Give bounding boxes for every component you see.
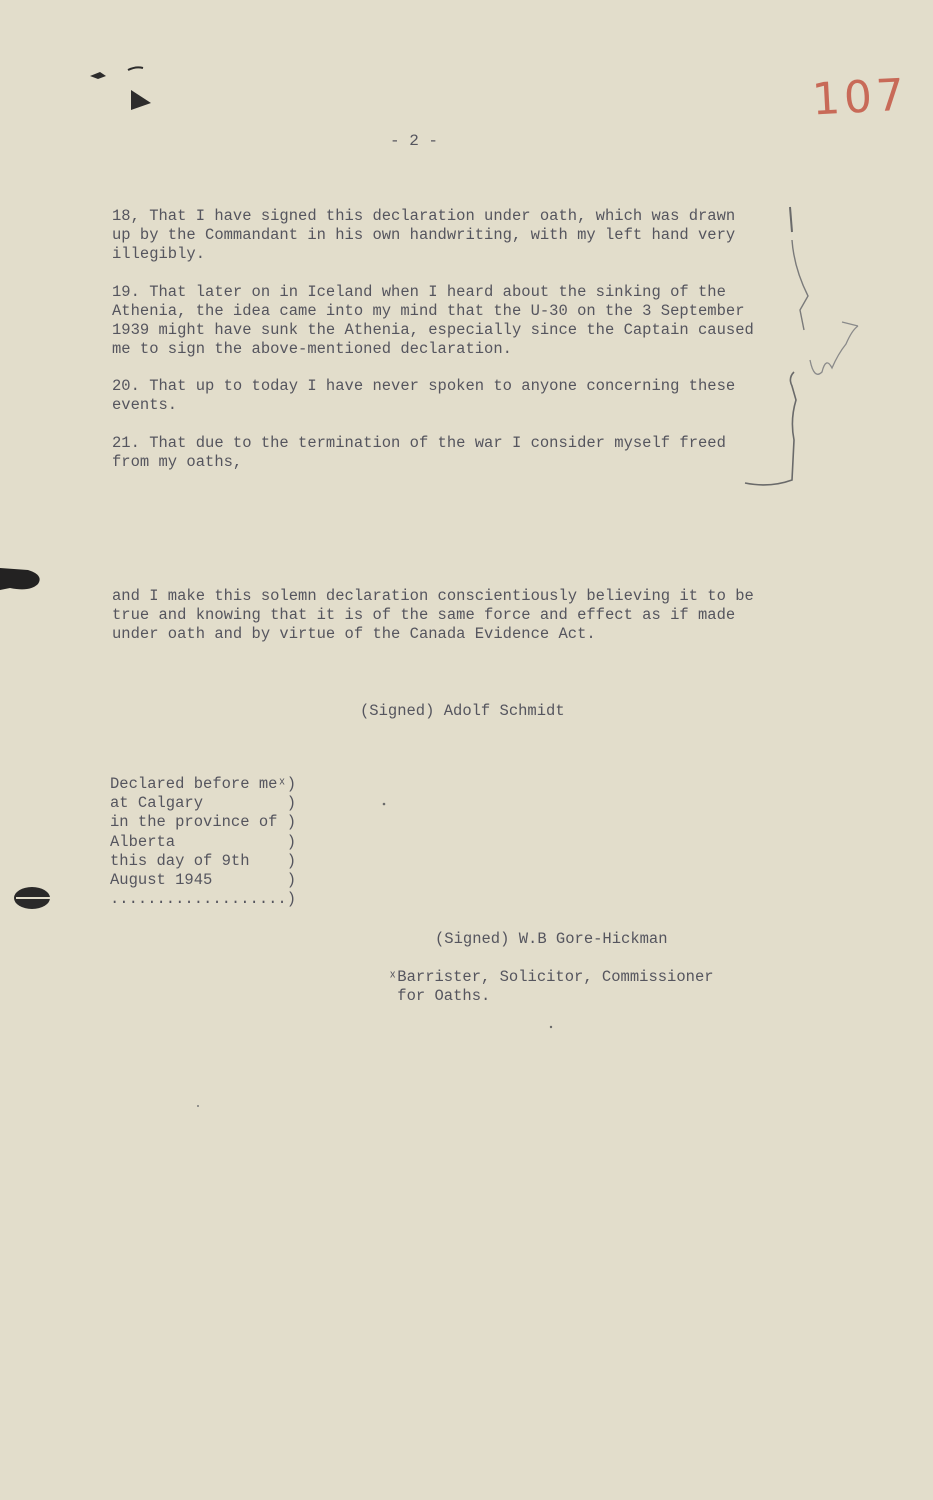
margin-bracket: [790, 207, 792, 232]
ink-smudge: [90, 72, 106, 79]
stray-dot: [383, 803, 386, 806]
text-line: me to sign the above-mentioned declaration.: [112, 340, 512, 358]
text-line: 21. That due to the termination of the war I consider myself freed: [112, 434, 726, 452]
folio-number: 107: [810, 69, 910, 126]
margin-bracket: [792, 240, 808, 330]
text-line: up by the Commandant in his own handwriting, with my left hand very: [112, 226, 736, 244]
signature-adolf-schmidt: (Signed) Adolf Schmidt: [360, 702, 565, 720]
text-line: ...................): [110, 890, 297, 909]
signature-gore-hickman: (Signed) W.B Gore-Hickman: [435, 930, 668, 948]
text-line: under oath and by virtue of the Canada Evidence Act.: [112, 625, 596, 643]
text-line: in the province of ): [110, 813, 297, 832]
ink-smudge: [128, 67, 143, 70]
stray-dot: [550, 1026, 552, 1028]
pencil-initials: [810, 322, 858, 374]
margin-bracket: [745, 372, 796, 485]
text-line: this day of 9th ): [110, 851, 297, 870]
text-line: 18, That I have signed this declaration under oath, which was drawn: [112, 207, 736, 225]
page-number: - 2 -: [390, 132, 439, 150]
text-line: Athenia, the idea came into my mind that the U-30 on the 3 September: [112, 302, 745, 320]
text-line: true and knowing that it is of the same force and effect as if made: [112, 606, 736, 624]
text-line: 20. That up to today I have never spoken to anyone concerning these: [112, 377, 736, 395]
text-line: illegibly.: [112, 245, 206, 263]
stray-dot: [197, 1105, 199, 1107]
ink-smudge: [131, 90, 151, 110]
text-line: and I make this solemn declaration conscientiously believing it to be: [112, 587, 754, 605]
text-line: August 1945 ): [110, 871, 297, 890]
text-line: ˣBarrister, Solicitor, Commissioner: [388, 968, 714, 986]
text-line: at Calgary ): [110, 794, 297, 813]
text-line: Alberta ): [110, 832, 297, 851]
hole-punch: [0, 568, 40, 590]
text-line: for Oaths.: [388, 987, 491, 1005]
text-line: 19. That later on in Iceland when I heard about the sinking of the: [112, 283, 726, 301]
text-line: from my oaths,: [112, 453, 243, 471]
text-line: events.: [112, 396, 178, 414]
text-line: 1939 might have sunk the Athenia, especially since the Captain caused: [112, 321, 754, 339]
text-line: Declared before meˣ): [110, 775, 297, 793]
